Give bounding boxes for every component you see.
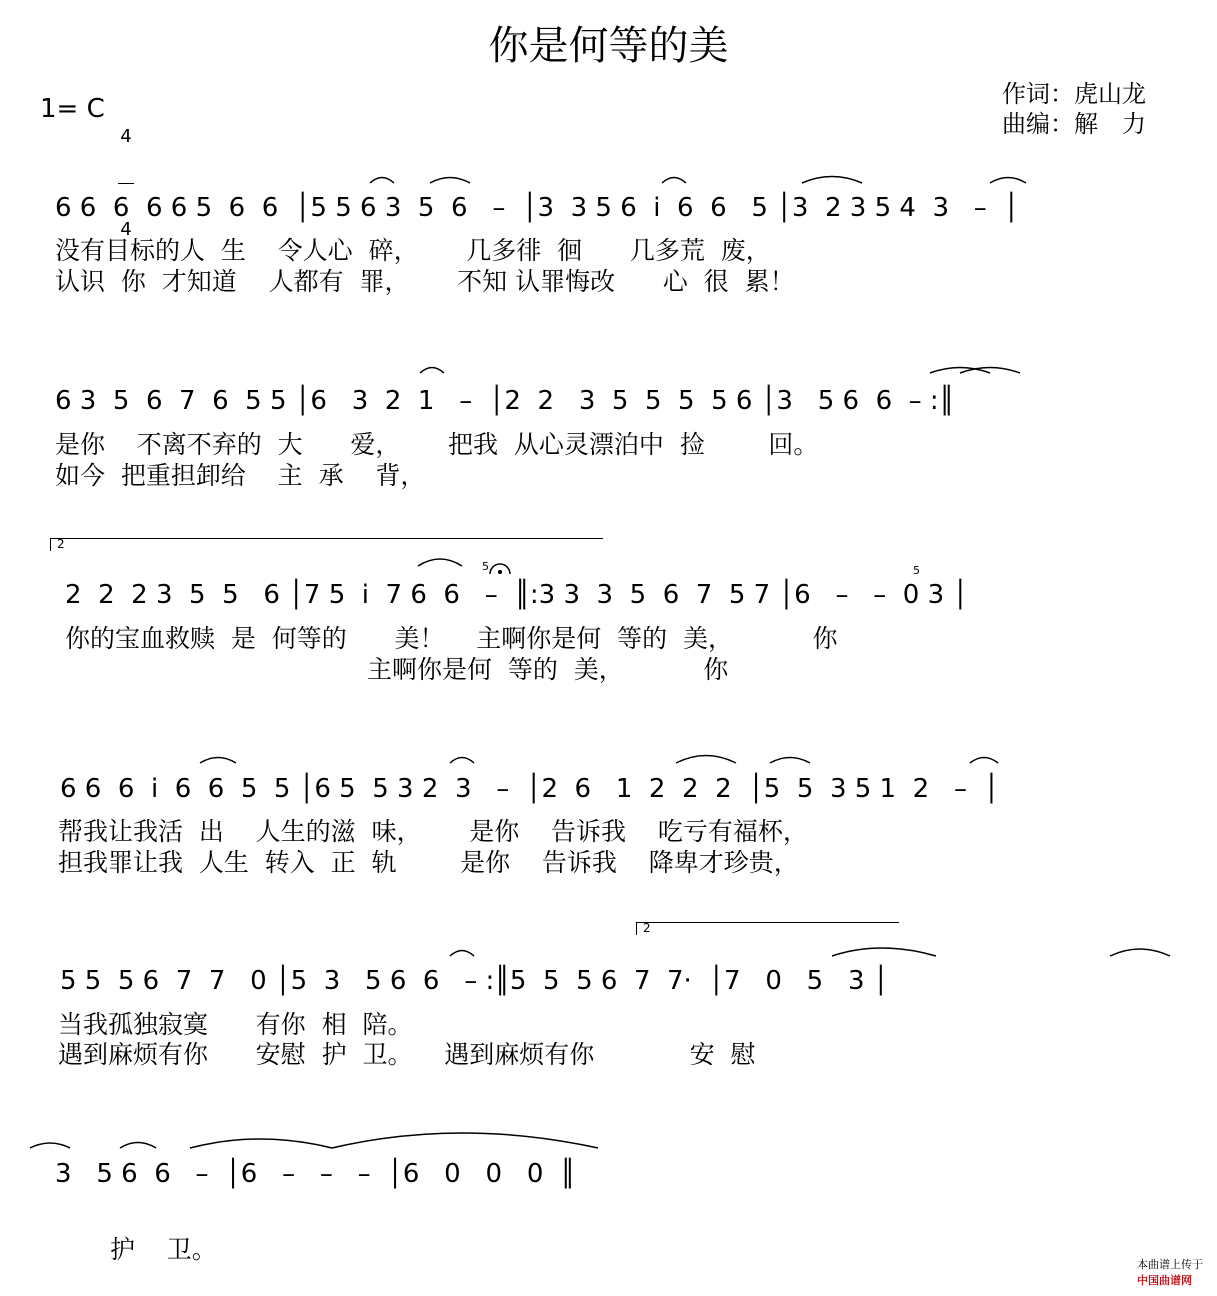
time-sig-bottom: 4 [120, 219, 132, 240]
lyrics-row-5-verse-2: 遇到麻烦有你 安慰 护 卫。 遇到麻烦有你 安 慰 [58, 1040, 756, 1069]
lyricist-credit: 作词：虎山龙 [1002, 80, 1146, 108]
grace-note: 5 [482, 560, 489, 573]
notation-row-5: 5 5 5 6 7 7 0 │5 3 5 6 6 – :║5 5 5 6 7 7· │7 0 5 3 │ [60, 966, 889, 996]
lyrics-row-5-verse-1: 当我孤独寂寞 有你 相 陪。 [58, 1010, 413, 1039]
key-signature: 1= C [40, 94, 105, 124]
notation-row-2: 6 3 5 6 7 6 5 5 │6 3 2 1 – │2 2 3 5 5 5 5 6 │3 5 6 6 – :║ [55, 386, 955, 416]
lyrics-row-4-verse-2: 担我罪让我 人生 转入 正 轨 是你 告诉我 降卑才珍贵， [58, 848, 799, 877]
lyrics-row-1-verse-1: 没有目标的人 生 令人心 碎， 几多徘 徊 几多荒 废， [55, 236, 771, 265]
lyrics-row-6-verse-1: 护 卫。 [110, 1235, 217, 1264]
lyrics-row-2-verse-2: 如今 把重担卸给 主 承 背， [55, 461, 426, 490]
lyrics-row-3-verse-1: 你的宝血救赎 是 何等的 美！ 主啊你是何 等的 美， 你 [65, 624, 838, 653]
volta-label: 2 [643, 921, 651, 935]
lyrics-row-4-verse-1: 帮我让我活 出 人生的滋 味， 是你 告诉我 吃亏有福杯， [58, 817, 808, 846]
arranger-credit: 曲编：解 力 [1002, 110, 1146, 138]
footer-logo[interactable]: 中国曲谱网 [1137, 1274, 1192, 1287]
lyrics-row-3-verse-2: 主啊你是何 等的 美， 你 [65, 655, 729, 684]
lyrics-row-1-verse-2: 认识 你 才知道 人都有 罪， 不知 认罪悔改 心 很 累！ [55, 267, 795, 296]
grace-note-2: 5 [913, 564, 920, 577]
footer-text: 本曲谱上传于 [1137, 1258, 1203, 1271]
page-title: 你是何等的美 [488, 23, 729, 69]
notation-row-1: 6 6 6 6 6 5 6 6 │5 5 6 3 5 6 – │3 3 5 6 i 6 6 5 │3 2 3 5 4 3 – │ [55, 193, 1019, 223]
time-sig-top: 4 [120, 126, 132, 147]
lyrics-row-2-verse-1: 是你 不离不弃的 大 爱， 把我 从心灵漂泊中 捡 回。 [55, 430, 819, 459]
notation-row-6: 3 5 6 6 – │6 – – – │6 0 0 0 ║ [55, 1159, 576, 1189]
footer-credit [1130, 1243, 1203, 1288]
notation-row-3: 2 2 2 3 5 5 6 │7 5 i 7 6 6 – ║:3 3 3 5 6 7 5 7 │6 – – 0 3 │ [65, 580, 969, 610]
notation-row-4: 6 6 6 i 6 6 5 5 │6 5 5 3 2 3 – │2 6 1 2 2 2 │5 5 3 5 1 2 – │ [60, 774, 1000, 804]
volta-label: 2 [57, 537, 65, 551]
